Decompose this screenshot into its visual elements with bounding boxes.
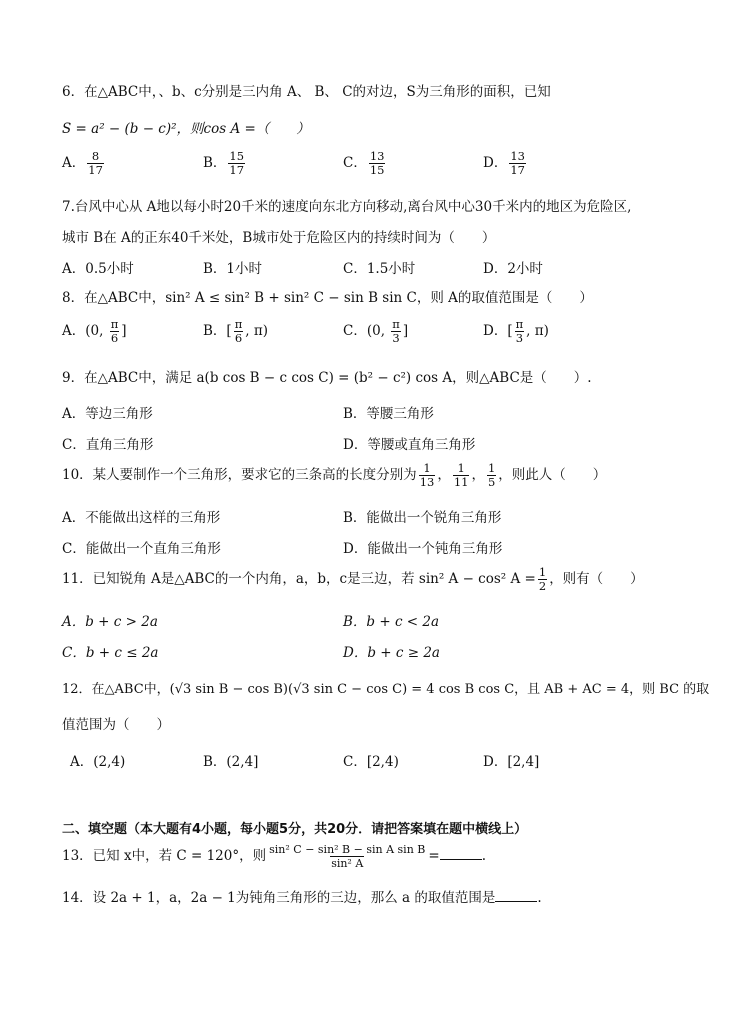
q7-option-d: D．2小时 bbox=[483, 261, 543, 277]
q10-stem: 10．某人要制作一个三角形，要求它的三条高的长度分别为 $\frac{1}{13}$ ， $\frac{1}{11}$ ， $\frac{1}{5}$ ，则此人（ ） bbox=[62, 461, 607, 489]
q9-option-b: B．等腰三角形 bbox=[343, 406, 434, 422]
q8-option-a: A．(0, $\frac{\pi}{6}$ ] bbox=[62, 317, 127, 345]
q13-answer-blank bbox=[440, 847, 482, 860]
q6-stem: 6．在△ABC中，、b、c分别是三内角 A、 B、 C的对边，S为三角形的面积，已知 bbox=[62, 84, 551, 100]
q7-option-b: B．1小时 bbox=[203, 261, 263, 277]
q14-stem: 14．设 2a + 1，a，2a − 1为钝角三角形的三边，那么 a 的取值范围是 . bbox=[62, 890, 542, 906]
q11-option-a: A．b + c > 2a bbox=[62, 614, 158, 630]
q8-stem: 8．在△ABC中，sin² A ≤ sin² B + sin² C − sin B sin C，则 A的取值范围是（ ） bbox=[62, 290, 593, 306]
q11-stem: 11．已知锐角 A是△ABC的一个内角，a，b，c是三边，若 sin² A − cos² A = $\frac{1}{2}$ ，则有（ ） bbox=[62, 565, 644, 593]
q7-stem: 7.台风中心从 A地以每小时20千米的速度向东北方向移动,离台风中心30千米内的地区为危险区, bbox=[62, 199, 632, 215]
q6-option-c: C． $\frac{13}{15}$ bbox=[343, 149, 385, 177]
q7-stem-2: 城市 B在 A的正东40千米处，B城市处于危险区内的持续时间为（ ） bbox=[62, 230, 496, 246]
q10-option-a: A．不能做出这样的三角形 bbox=[62, 510, 221, 526]
q9-option-d: D．等腰或直角三角形 bbox=[343, 437, 476, 453]
q12-option-b: B．(2,4] bbox=[203, 754, 259, 770]
q11-option-d: D．b + c ≥ 2a bbox=[343, 645, 440, 661]
q13-stem: 13．已知 x中，若 C = 120°，则 $\frac{\text{sin² C − sin² B − sin A sin B}}{\text{sin² A}}$ = . bbox=[62, 843, 486, 870]
q6-option-b: B． $\frac{15}{17}$ bbox=[203, 149, 245, 177]
q10-option-d: D．能做出一个钝角三角形 bbox=[343, 541, 503, 557]
q8-option-d: D．[ $\frac{\pi}{3}$ , π) bbox=[483, 317, 549, 345]
q11-option-b: B．b + c < 2a bbox=[343, 614, 440, 630]
q14-answer-blank bbox=[495, 889, 537, 902]
q12-option-a: A．(2,4) bbox=[70, 754, 126, 770]
q7-option-a: A．0.5小时 bbox=[62, 261, 134, 277]
q12-stem: 12．在△ABC中，(√3 sin B − cos B)(√3 sin C − cos C) = 4 cos B cos C，且 AB + AC = 4，则 BC 的取 bbox=[62, 682, 710, 697]
q6-option-a: A． $\frac{8}{17}$ bbox=[62, 149, 103, 177]
q9-stem: 9．在△ABC中，满足 a(b cos B − c cos C) = (b² − c²) cos A，则△ABC是（ ）. bbox=[62, 370, 592, 386]
q6-option-d: D． $\frac{13}{17}$ bbox=[483, 149, 525, 177]
q12-stem-2: 值范围为（ ） bbox=[62, 717, 170, 733]
q12-option-d: D．[2,4] bbox=[483, 754, 540, 770]
q9-option-c: C．直角三角形 bbox=[62, 437, 154, 453]
q7-option-c: C．1.5小时 bbox=[343, 261, 416, 277]
q8-option-b: B．[ $\frac{\pi}{6}$ , π) bbox=[203, 317, 268, 345]
q10-option-c: C．能做出一个直角三角形 bbox=[62, 541, 221, 557]
q6-stem-formula: S = a² − (b − c)²，则cos A =（ ） bbox=[62, 121, 310, 137]
q12-option-c: C．[2,4) bbox=[343, 754, 399, 770]
q8-option-c: C．(0, $\frac{\pi}{3}$ ] bbox=[343, 317, 409, 345]
q10-option-b: B．能做出一个锐角三角形 bbox=[343, 510, 502, 526]
q9-option-a: A．等边三角形 bbox=[62, 406, 153, 422]
section-title: 二、填空题（本大题有4小题，每小题5分，共20分．请把答案填在题中横线上） bbox=[62, 822, 528, 837]
q11-option-c: C．b + c ≤ 2a bbox=[62, 645, 159, 661]
